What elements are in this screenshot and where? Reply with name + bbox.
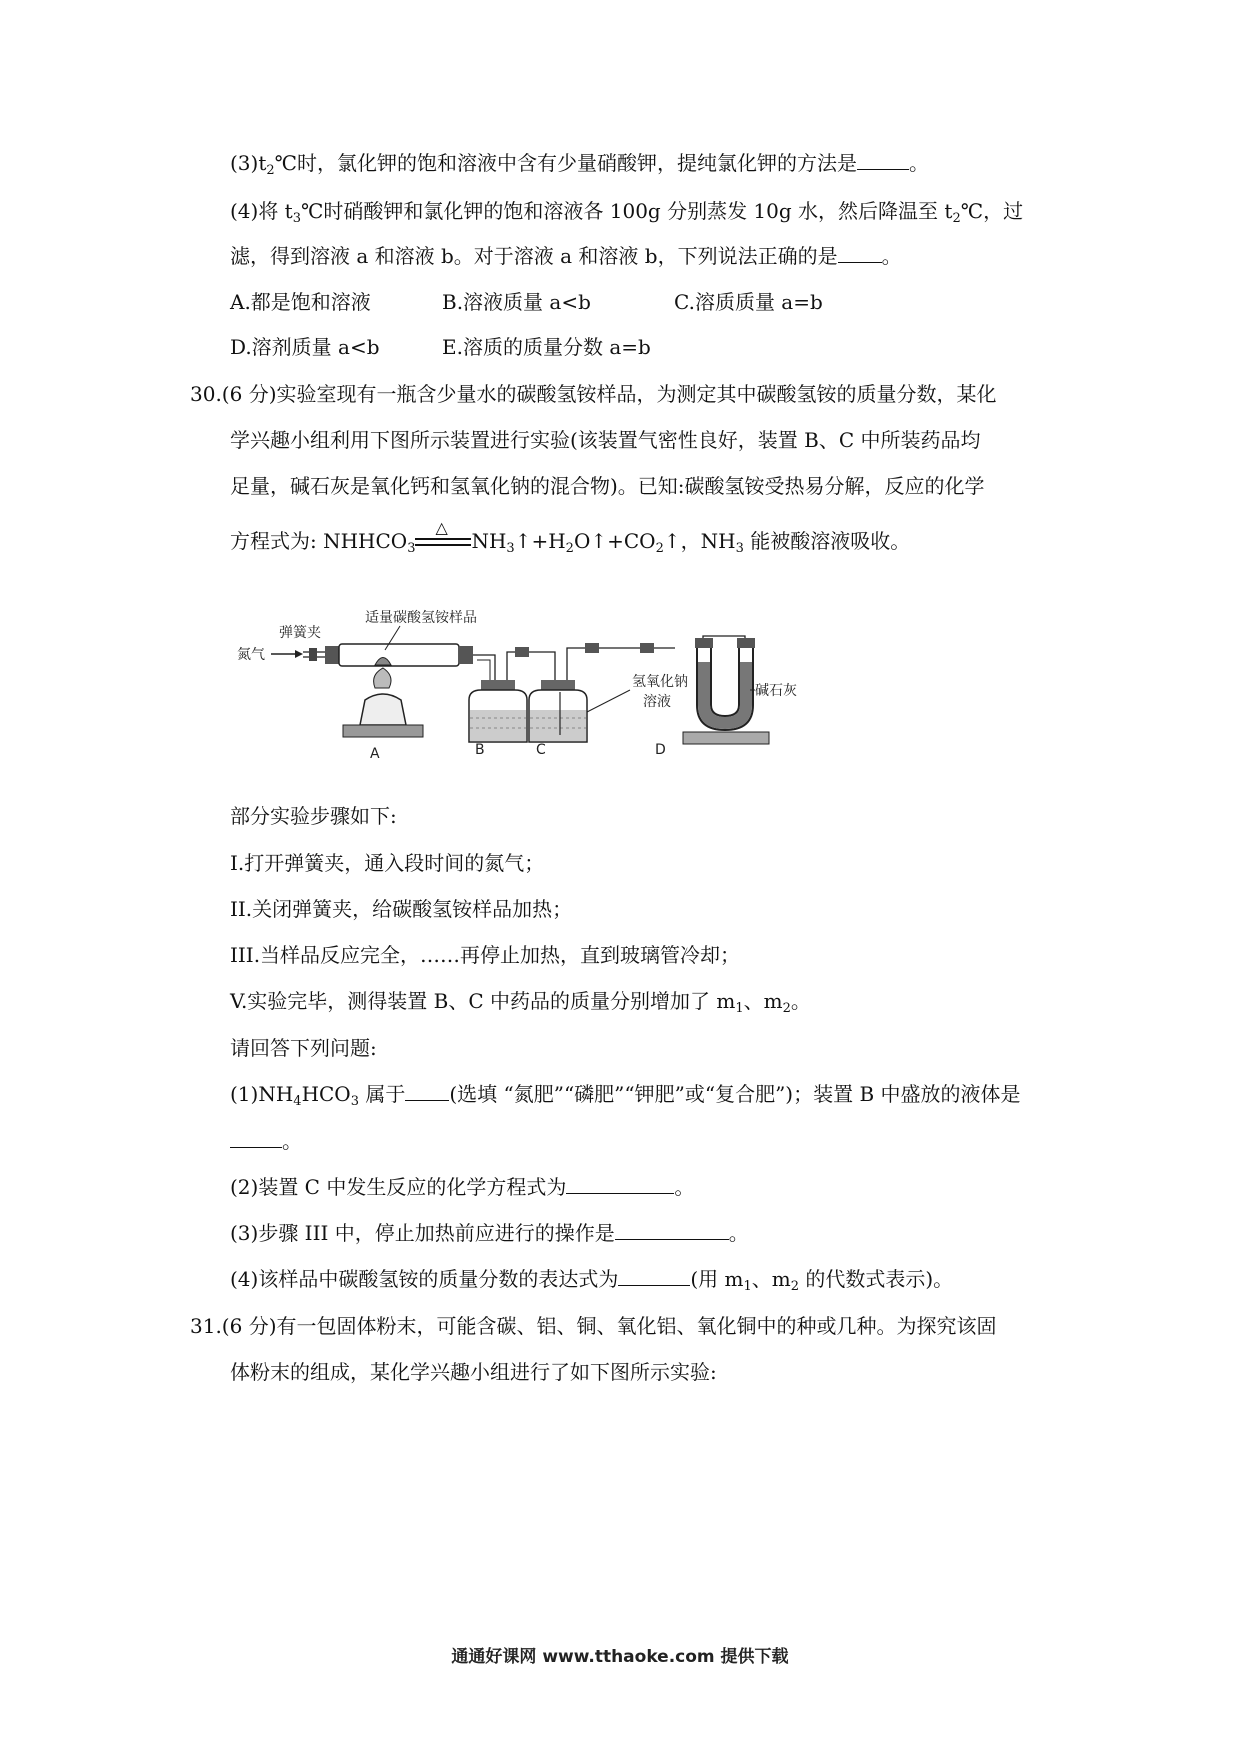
answer-blank[interactable]: [857, 151, 909, 170]
answer-blank[interactable]: [566, 1175, 674, 1194]
alcohol-lamp: [343, 668, 423, 737]
label-B: B: [475, 742, 485, 758]
label-C: C: [536, 742, 546, 758]
combustion-tube: [325, 644, 473, 666]
step-1: I.打开弹簧夹，通入段时间的氮气；: [230, 851, 545, 875]
step-4: V.实验完毕，测得装置 B、C 中药品的质量分别增加了 $m_1$、$m_2$。: [230, 989, 811, 1016]
label-nitrogen: 氮气: [237, 647, 265, 663]
q29-part3: $(3)t_2℃$时，氯化钾的饱和溶液中含有少量硝酸钾，提纯氯化钾的方法是 。: [230, 151, 930, 178]
answer-blank[interactable]: [838, 244, 882, 263]
bottle-C: [529, 680, 630, 742]
inlet-arrow: [271, 650, 303, 658]
q31-line2: 体粉末的组成，某化学兴趣小组进行了如下图所示实验:: [230, 1360, 717, 1384]
answer-blank[interactable]: [618, 1267, 690, 1286]
answer-blank[interactable]: [405, 1082, 449, 1101]
option-c: C.溶质质量 a=b: [674, 290, 823, 314]
option-d: D.溶剂质量 a<b: [230, 335, 380, 359]
answer-blank[interactable]: [230, 1129, 282, 1148]
q30-equation: 方程式为: $NHHCO_3$ △ $NH_3↑+H_2O↑+CO_2↑$，$NH_3$ 能被酸溶液吸收。: [230, 517, 911, 556]
label-naoh-2: 溶液: [643, 694, 671, 710]
sample-pointer: [385, 626, 400, 650]
questions-intro: 请回答下列问题:: [230, 1036, 377, 1060]
steps-title: 部分实验步骤如下:: [230, 804, 397, 828]
bottle-B: [469, 680, 527, 742]
label-clamp: 弹簧夹: [279, 625, 321, 641]
q30-answer-3: (3)步骤 III 中，停止加热前应进行的操作是 。: [230, 1221, 749, 1245]
q30-answer-1-cont: 。: [230, 1128, 302, 1154]
q29-options-row1: [230, 289, 823, 315]
label-sample: 适量碳酸氢铵样品: [365, 610, 477, 626]
q29-part4-line1: (4)将 $t_3℃$时硝酸钾和氯化钾的饱和溶液各 100g 分别蒸发 10g 水，然后降温至 $t_2℃$，过: [230, 199, 1024, 226]
answer-blank[interactable]: [615, 1221, 729, 1240]
label-soda-lime: 碱石灰: [755, 683, 797, 699]
q30-answer-4: (4)该样品中碳酸氢铵的质量分数的表达式为 (用 $m_1$、$m_2$ 的代数式表示)。: [230, 1267, 954, 1294]
q30-line1: 30.(6 分)实验室现有一瓶含少量水的碳酸氢铵样品，为测定其中碳酸氢铵的质量分数，某化: [190, 382, 997, 406]
q30-line3: 足量，碱石灰是氧化钙和氢氧化钠的混合物)。已知:碳酸氢铵受热易分解，反应的化学: [230, 474, 985, 498]
q29-options-row2: [230, 334, 651, 360]
q29-part4-line2: 滤，得到溶液 a 和溶液 b。对于溶液 a 和溶液 b，下列说法正确的是 。: [230, 244, 902, 268]
label-A: A: [370, 746, 380, 762]
q30-answer-1: $(1)NH_4HCO_3$ 属于 (选填 “氮肥”“磷肥”“钾肥”或“复合肥”)；装置 B 中盛放的液体是: [230, 1082, 1021, 1109]
option-a: A.都是饱和溶液: [230, 290, 371, 314]
step-3: III.当样品反应完全，……再停止加热，直到玻璃管冷却；: [230, 943, 741, 967]
label-naoh-1: 氢氧化钠: [632, 674, 688, 690]
page-footer: 通通好课网 www.tthaoke.com 提供下载: [451, 1647, 789, 1667]
label-D: D: [655, 742, 666, 758]
apparatus-diagram: [225, 600, 825, 765]
q30-answer-2: (2)装置 C 中发生反应的化学方程式为 。: [230, 1175, 695, 1199]
heating-equals-sign: △: [415, 533, 471, 553]
q30-line2: 学兴趣小组利用下图所示装置进行实验(该装置气密性良好，装置 B、C 中所装药品均: [230, 428, 981, 452]
inlet-tube: [303, 648, 325, 661]
q31-line1: 31.(6 分)有一包固体粉末，可能含碳、铝、铜、氧化铝、氧化铜中的种或几种。为探究该固: [190, 1314, 997, 1338]
step-2: II.关闭弹簧夹，给碳酸氢铵样品加热；: [230, 897, 573, 921]
option-b: B.溶液质量 a<b: [442, 290, 591, 314]
option-e: E.溶质的质量分数 a=b: [442, 335, 651, 359]
